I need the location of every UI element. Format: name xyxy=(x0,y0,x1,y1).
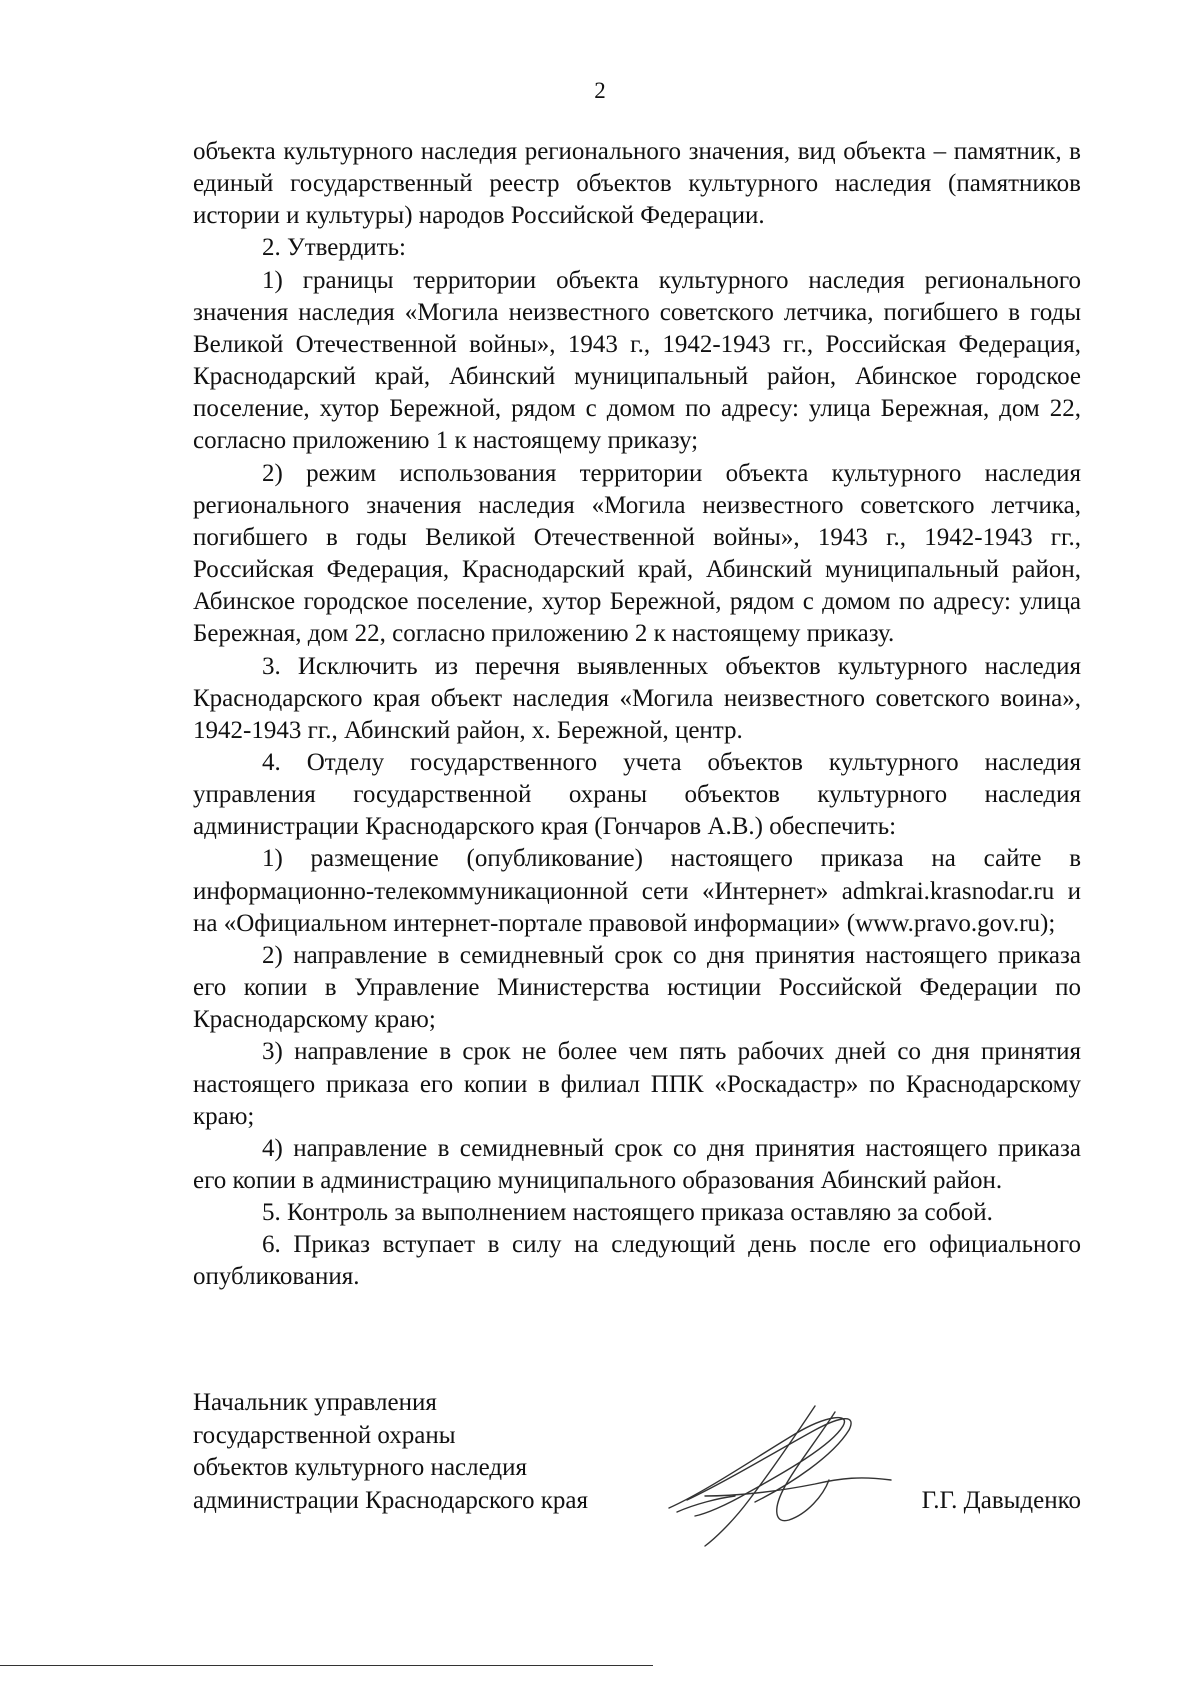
paragraph-item-2-1: 1) границы территории объекта культурного наследия регионального значения наследия «Могила неизвестного советского летчика, погибшего в годы Великой Отечественной войны», 1943 г., 1942-1943 гг., Российская Федерация, Краснодарский край, Абинский муниципальный район, Абинское городское поселение, хутор Бережной, рядом с домом по адресу: улица Бережная, дом 22, согласно приложению 1 к настоящему приказу; xyxy=(193,266,1081,455)
signature-block xyxy=(193,1387,1081,1537)
paragraph-continuation: объекта культурного наследия регионального значения, вид объекта – памятник, в единый государственный реестр объектов культурного наследия (памятников истории и культуры) народов Российской Федерации. xyxy=(193,138,1081,230)
signer-name: Г.Г. Давыденко xyxy=(921,1486,1081,1514)
paragraph-item-4-3: 3) направление в срок не более чем пять рабочих дней со дня принятия настоящего приказа его копии в филиал ППК «Роскадастр» по Краснодарскому краю; xyxy=(193,1038,1081,1130)
signer-position-line: администрации Краснодарского края xyxy=(193,1486,589,1514)
signer-position-line: государственной охраны xyxy=(193,1421,456,1449)
signer-position-line: Начальник управления xyxy=(193,1389,437,1416)
paragraph-item-2: 2. Утвердить: xyxy=(262,234,406,262)
handwritten-signature xyxy=(665,1400,895,1550)
paragraph-item-4: 4. Отделу государственного учета объектов культурного наследия управления государственной охраны объектов культурного наследия администрации Краснодарского края (Гончаров А.В.) обеспечить: xyxy=(193,748,1081,841)
paragraph-item-4-4: 4) направление в семидневный срок со дня принятия настоящего приказа его копии в администрацию муниципального образования Абинский район. xyxy=(193,1134,1081,1194)
paragraph-item-6: 6. Приказ вступает в силу на следующий день после его официального опубликования. xyxy=(193,1231,1081,1291)
document-body xyxy=(193,136,1081,1294)
paragraph-item-2-2: 2) режим использования территории объекта культурного наследия регионального значения наследия «Могила неизвестного советского летчика, погибшего в годы Великой Отечественной войны», 1943 г., 1942-1943 гг., Российская Федерация, Краснодарский край, Абинский муниципальный район, Абинское городское поселение, хутор Бережной, рядом с домом по адресу: улица Бережная, дом 22, согласно приложению 2 к настоящему приказу. xyxy=(193,459,1081,648)
paragraph-item-4-1: 1) размещение (опубликование) настоящего приказа на сайте в информационно-телекоммуникационной сети «Интернет» admkrai.krasnodar.ru и на «Официальном интернет-портале правовой информации» (www.pravo.gov.ru); xyxy=(193,845,1081,937)
paragraph-item-5: 5. Контроль за выполнением настоящего приказа оставляю за собой. xyxy=(262,1199,993,1227)
paragraph-item-3: 3. Исключить из перечня выявленных объектов культурного наследия Краснодарского края объект наследия «Могила неизвестного советского воина», 1942-1943 гг., Абинский район, х. Бережной, центр. xyxy=(193,652,1081,744)
paragraph-item-4-2: 2) направление в семидневный срок со дня принятия настоящего приказа его копии в Управление Министерства юстиции Российской Федерации по Краснодарскому краю; xyxy=(193,941,1081,1034)
footer-rule xyxy=(0,1665,653,1666)
page-number: 2 xyxy=(594,78,606,103)
signer-position-line: объектов культурного наследия xyxy=(193,1454,527,1481)
signer-position xyxy=(193,1387,693,1517)
